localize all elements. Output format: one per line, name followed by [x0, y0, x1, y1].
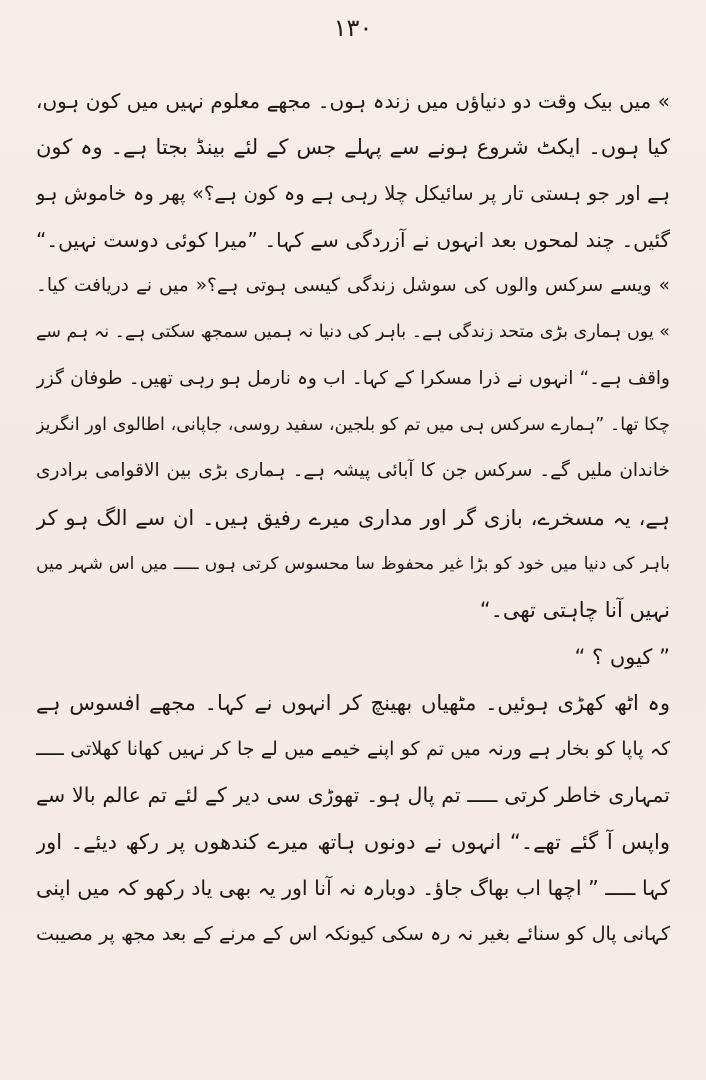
text-line: خاندان ملیں گے۔ سرکس جن کا آبائی پیشہ ہے۔ ہماری بڑی بین الاقوامی برادری	[36, 460, 670, 482]
text-line: ہے اور جو ہستی تار پر سائیکل چلا رہی ہے وہ کون ہے؟» پھر وہ خاموش ہو	[36, 181, 670, 205]
text-line: واپس آ گئے تھے۔“ انہوں نے دونوں ہاتھ میرے کندھوں پر رکھ دیئے۔ اور	[36, 829, 670, 854]
text-line: ہے، یہ مسخرے، بازی گر اور مداری میرے رفیق ہیں۔ ان سے الگ ہو کر	[36, 505, 670, 530]
page-number: ۱۳۰	[333, 14, 373, 42]
text-line: » میں بیک وقت دو دنیاؤں میں زندہ ہوں۔ مجھے معلوم نہیں میں کون ہوں،	[36, 89, 670, 113]
text-line: وہ اٹھ کھڑی ہوئیں۔ مٹھیاں بھینچ کر انہوں نے کہا۔ مجھے افسوس ہے	[36, 690, 670, 715]
page-body-text	[36, 78, 670, 958]
text-line: تمہاری خاطر کرتی ـــــ تم پال ہو۔ تھوڑی سی دیر کے لئے تم عالم بالا سے	[36, 783, 670, 808]
text-line: ” کیوں ؟ “	[574, 644, 670, 669]
text-line: چکا تھا۔ ”ہمارے سرکس ہی میں تم کو بلجین، سفید روسی، جاپانی، اطالوی اور انگریز	[36, 415, 670, 436]
text-line: گئیں۔ چند لمحوں بعد انہوں نے آزردگی سے کہا۔ ”میرا کوئی دوست نہیں۔“	[36, 227, 670, 252]
text-line: کہانی پال کو سنائے بغیر نہ رہ سکی کیونکہ اس کے مرنے کے بعد مجھ پر مصیبت	[36, 923, 670, 946]
text-line: واقف ہے۔“ انہوں نے ذرا مسکرا کے کہا۔ اب وہ نارمل ہو رہی تھیں۔ طوفان گزر	[36, 367, 670, 389]
text-line: کیا ہوں۔ ایکٹ شروع ہونے سے پہلے جس کے لئے بینڈ بجتا ہے۔ وہ کون	[36, 135, 670, 160]
text-line: باہر کی دنیا میں خود کو بڑا غیر محفوظ سا محسوس کرتی ہوں ـــــ میں اس شہر میں	[36, 553, 670, 574]
text-line: » ویسے سرکس والوں کی سوشل زندگی کیسی ہوتی ہے؟« میں نے دریافت کیا۔	[36, 275, 670, 297]
text-line: نہیں آنا چاہتی تھی۔“	[479, 598, 670, 623]
text-line: کہا ـــــ ” اچھا اب بھاگ جاؤ۔ دوبارہ نہ آنا اور یہ بھی یاد رکھو کہ میں اپنی	[36, 876, 670, 901]
text-line: کہ پاپا کو بخار ہے ورنہ میں تم کو اپنے خیمے میں لے جا کر نہیں کھانا کھلاتی ـــــ	[36, 738, 670, 761]
text-line: » یوں ہماری بڑی متحد زندگی ہے۔ باہر کی دنیا نہ ہمیں سمجھ سکتی ہے۔ نہ ہم سے	[36, 322, 670, 343]
